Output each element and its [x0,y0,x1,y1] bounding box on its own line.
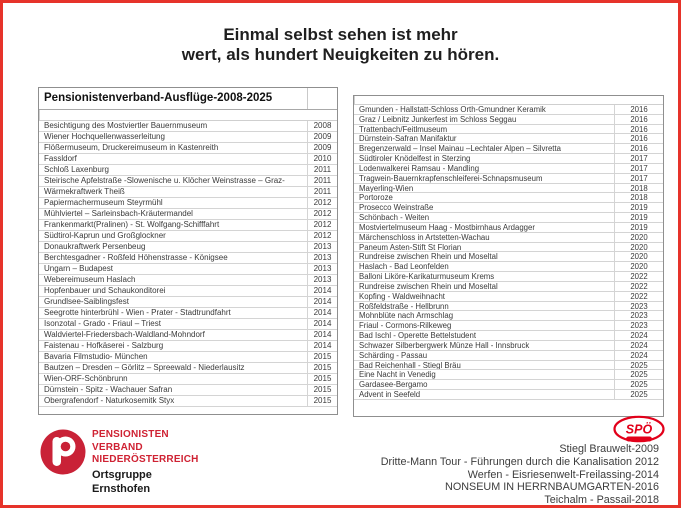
excursion-name: Papiermachermuseum Steyrmühl [44,198,163,207]
excursion-name: Berchtesgadner - Roßfeld Höhenstrasse - Königsee [44,253,228,262]
excursion-name: Advent in Seefeld [359,390,421,399]
excursion-name: Bregenzerwald – Insel Mainau –Lechtaler Alpen – Silvretta [359,144,561,154]
spoe-logo-text: SPÖ [625,422,653,437]
excursion-name: Webereimuseum Haslach [44,275,136,284]
excursion-year: 2025 [614,390,663,399]
excursion-name: Faistenau - Hofkäserei - Salzburg [44,341,164,350]
table-body [39,121,337,407]
org-name-line: PENSIONISTEN [92,429,169,440]
excursion-year: 2008 [307,121,337,131]
excursion-name: Schloß Laxenburg [44,165,109,174]
excursion-row [354,184,663,194]
excursion-name: Tragwein-Bauernkrapfenschleiferei-Schnapsmuseum [359,173,543,183]
excursion-row [354,302,663,312]
excursion-row [354,262,663,272]
excursion-row [354,321,663,331]
excursions-table-2016-2025 [353,95,664,417]
excursion-name: Obergrafendorf - Naturkosemitk Styx [44,396,175,405]
excursion-row [354,233,663,243]
excursion-name: Rundreise zwischen Rhein und Moseltal [359,252,498,262]
excursion-year: 2023 [614,302,663,311]
excursion-row [354,174,663,184]
page-title-line2: wert, als hundert Neuigkeiten zu hören. [181,45,500,64]
excursion-year: 2014 [307,330,337,340]
excursion-name: Bad Ischl - Operette Bettelstudent [359,331,477,340]
excursion-year: 2024 [614,351,663,360]
excursion-name: Donaukraftwerk Persenbeug [44,242,146,251]
excursion-year: 2015 [307,374,337,384]
table-body [354,105,663,400]
excursion-name: Rundreise zwischen Rhein und Moseltal [359,281,498,291]
excursion-row [354,331,663,341]
excursion-year: 2015 [307,385,337,395]
org-red-lines [92,429,199,467]
excursion-year: 2009 [307,132,337,142]
excursion-name: Kopfing - Waldweihnacht [359,291,445,301]
excursion-name: Hopfenbauer und Schaukonditorei [44,286,166,295]
excursion-row [354,154,663,164]
table-header [39,88,337,110]
excursion-row [39,220,337,231]
excursion-name: Roßfeldstraße - Hellbrunn [359,301,449,311]
excursion-name: Seegrotte hinterbrühl - Wien - Prater - Stadtrundfahrt [44,308,231,317]
excursion-row [39,176,337,187]
excursion-name: Isonzotal - Grado - Friaul – Triest [44,319,161,328]
excursion-row [39,143,337,154]
excursion-row [354,370,663,380]
excursion-row [354,213,663,223]
excursion-row [39,154,337,165]
excursion-name: Waldviertel-Friedersbach-Waldland-Mohndorf [44,330,205,339]
excursion-row [39,242,337,253]
excursion-row [354,105,663,115]
excursion-year: 2016 [614,105,663,114]
excursion-row [39,396,337,407]
excursion-name: Eine Nacht in Venedig [359,370,436,380]
excursion-row [39,187,337,198]
excursion-name: Friaul - Cormons-Rilkeweg [359,321,452,331]
excursion-row [39,297,337,308]
excursion-row [39,198,337,209]
excursion-name: Dürnstein - Spitz - Wachauer Safran [44,385,173,394]
excursion-year: 2022 [614,292,663,301]
excursion-name: Schönbach - Weiten [359,213,430,222]
highlight-trip-line: Werfen - Eisriesenwelt-Freilassing-2014 [467,468,659,481]
excursion-row [39,374,337,385]
excursion-year: 2015 [307,396,337,406]
excursion-name: Besichtigung des Mostviertler Bauernmuseum [44,121,208,130]
excursion-name: Schwazer Silberbergwerk Münze Hall - Innsbruck [359,340,530,350]
org-local-group-line: Ernsthofen [92,482,151,495]
excursion-row [39,341,337,352]
excursion-year: 2013 [307,253,337,263]
excursion-name: Bautzen – Dresden – Görlitz – Spreewald - Niederlausitz [44,363,245,372]
excursion-year: 2023 [614,321,663,330]
org-name-line: VERBAND [92,441,143,453]
excursions-table-2008-2015 [38,87,338,415]
excursion-year: 2010 [307,154,337,164]
excursion-year: 2012 [307,209,337,219]
excursion-name: Bavaria Filmstudio- München [44,352,148,361]
organisation-name-block [92,429,199,496]
excursion-row [39,132,337,143]
excursion-year: 2018 [614,193,663,202]
excursion-row [354,341,663,351]
excursion-name: Schärding - Passau [359,350,428,360]
highlight-trip-line: NONSEUM IN HERRNBAUMGARTEN-2016 [445,481,659,494]
excursion-year: 2025 [614,370,663,379]
excursion-year: 2012 [307,220,337,230]
excursion-name: Ungarn – Budapest [44,264,113,273]
excursion-year: 2014 [307,319,337,329]
table-spacer-row [354,96,663,105]
excursion-row [354,125,663,135]
excursion-year: 2023 [614,311,663,320]
excursion-year: 2013 [307,242,337,252]
org-name-line: NIEDERÖSTERREICH [92,454,199,466]
excursion-row [354,115,663,125]
excursion-year: 2019 [614,223,663,232]
excursion-name: Haslach - Bad Leonfelden [359,262,449,272]
org-black-lines [92,469,199,496]
excursion-row [354,203,663,213]
excursion-year: 2016 [614,115,663,124]
excursion-year: 2025 [614,361,663,370]
excursion-year: 2025 [614,380,663,389]
org-local-group-line: Ortsgruppe [92,469,152,482]
excursion-year: 2014 [307,308,337,318]
excursion-row [39,165,337,176]
excursion-year: 2022 [614,282,663,291]
excursion-row [39,121,337,132]
excursion-row [354,292,663,302]
excursion-year: 2019 [614,213,663,222]
excursion-name: Gmunden - Hallstatt-Schloss Orth-Gmundner Keramik [359,105,546,114]
pensionistenverband-p-logo-icon [40,429,86,480]
excursion-year: 2013 [307,264,337,274]
excursion-name: Grundlsee-Saiblingsfest [44,297,129,306]
highlight-trip-line: Stiegl Brauwelt-2009 [559,443,659,455]
excursion-row [39,231,337,242]
excursion-name: Lodenwalkerei Ramsau - Mandling [359,163,480,173]
excursion-name: Paneum Asten-Stift St Florian [359,242,462,252]
excursion-name: Trattenbach/Feitlmuseum [359,124,448,134]
excursion-year: 2018 [614,184,663,193]
excursion-name: Graz / Leibnitz Junkerfest im Schloss Seggau [359,114,517,124]
excursion-year: 2009 [307,143,337,153]
excursion-name: Wiener Hochquellenwasserleitung [44,132,165,141]
excursion-name: Frankenmarkt(Pralinen) - St. Wolfgang-Schifffahrt [44,220,220,229]
excursion-year: 2024 [614,341,663,350]
excursion-row [354,164,663,174]
excursion-name: Gardasee-Bergamo [359,380,428,390]
excursion-name: Südtirol-Kaprun und Großglockner [44,231,166,240]
excursion-year: 2011 [307,165,337,175]
excursion-year: 2012 [307,198,337,208]
excursion-row [39,264,337,275]
excursion-name: Mostviertelmuseum Haag - Mostbirnhaus Ardagger [359,222,535,232]
excursion-year: 2020 [614,233,663,242]
excursion-name: Dürnstein-Safran Manifaktur [359,134,457,144]
excursion-row [354,144,663,154]
excursion-year: 2016 [614,134,663,143]
excursion-name: Fassldorf [44,154,77,163]
excursion-name: Märchenschloss in Artstetten-Wachau [359,232,490,242]
excursion-row [39,319,337,330]
excursion-year: 2012 [307,231,337,241]
excursion-row [39,308,337,319]
highlight-trip-line: Dritte-Mann Tour - Führungen durch die Kanalisation 2012 [380,455,659,468]
excursion-row [354,282,663,292]
excursion-name: Steirische Apfelstraße -Slowenische u. Klöcher Weinstrasse – Graz- [44,176,285,185]
excursion-name: Bad Reichenhall - Stiegl Bräu [359,360,461,370]
excursion-row [354,272,663,282]
excursion-year: 2019 [614,203,663,212]
excursion-year: 2020 [614,252,663,261]
excursion-row [39,363,337,374]
excursion-name: Flößermuseum, Druckereimuseum in Kastenreith [44,143,219,152]
excursion-year: 2024 [614,331,663,340]
excursion-row [39,352,337,363]
excursion-row [354,361,663,371]
excursion-name: Mühlviertel – Sarleinsbach-Kräutermandel [44,209,193,218]
excursion-name: Wien-ORF-Schönbrunn [44,374,128,383]
excursion-year: 2017 [614,174,663,183]
excursion-name: Prosecco Weinstraße [359,203,434,213]
excursion-row [354,351,663,361]
excursion-row [39,209,337,220]
page-title [3,25,678,65]
excursion-row [354,311,663,321]
excursion-row [354,252,663,262]
excursion-year: 2011 [307,176,337,186]
excursion-year: 2014 [307,341,337,351]
excursion-row [39,330,337,341]
excursion-year: 2015 [307,363,337,373]
excursion-name: Mohnblüte nach Armschlag [359,311,454,321]
excursion-row [39,275,337,286]
excursion-year: 2017 [614,164,663,173]
excursion-year: 2011 [307,187,337,197]
excursion-year: 2014 [307,297,337,307]
page-title-line1: Einmal selbst sehen ist mehr [223,25,458,44]
highlight-trip-line: Teichalm - Passail-2018 [544,494,659,507]
excursion-row [354,134,663,144]
excursion-row [39,253,337,264]
excursion-name: Südtiroler Knödelfest in Sterzing [359,154,471,163]
excursion-row [354,193,663,203]
excursion-year: 2020 [614,243,663,252]
excursion-year: 2015 [307,352,337,362]
excursion-row [39,385,337,396]
highlight-trips-list [381,443,659,507]
table-title: Pensionistenverband-Ausflüge-2008-2025 [44,92,273,104]
excursion-name: Portoroze [359,193,393,203]
excursion-row [354,390,663,400]
excursion-row [354,243,663,253]
excursion-row [354,223,663,233]
excursion-year: 2013 [307,275,337,285]
excursion-year: 2017 [614,154,663,163]
excursion-row [39,286,337,297]
table-header-year-cell [307,88,337,109]
excursion-year: 2016 [614,144,663,153]
excursion-year: 2020 [614,262,663,271]
excursion-row [354,380,663,390]
excursion-year: 2016 [614,125,663,134]
table-spacer-row [39,110,337,121]
excursion-name: Balloni Liköre-Karikaturmuseum Krems [359,272,495,281]
excursion-name: Wärmekraftwerk Theiß [44,187,125,196]
excursion-name: Mayerling-Wien [359,183,414,193]
excursion-year: 2014 [307,286,337,296]
excursion-year: 2022 [614,272,663,281]
